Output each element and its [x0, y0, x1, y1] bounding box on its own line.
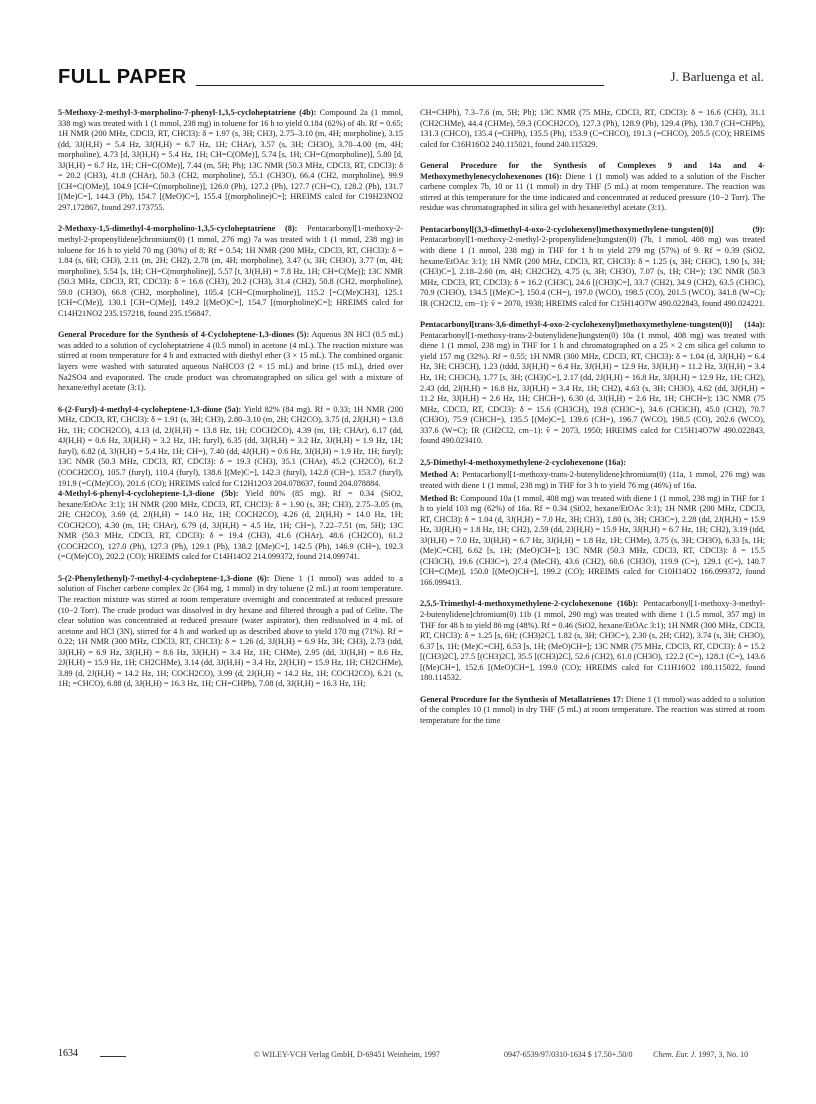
experimental-entry — [420, 458, 765, 469]
page-footer — [58, 1050, 764, 1066]
entry-title: General Procedure for the Synthesis of Complexes 9 and 14a and 4-Methoxymethylenecyclohexenones (16): — [420, 161, 765, 181]
entry-title: General Procedure for the Synthesis of 4-Cycloheptene-1,3-diones (5): — [58, 330, 310, 340]
entry-body: Pentacarbonyl[1-methoxy-2-methyl-2-propenylidene]tungsten(0) (7b, 1 mmol, 408 mg) was treated with diene 1 (1 mmol, 238 mg) in THF for 1 h to yield 279 mg (57%) of 9. Rf = 0.39 (SiO2, hexane/EtOAc 3:1); 1H NMR (200 MHz, CDCl3, RT, CHCl3): δ = 1.25 (s, 3H; CH3C), 1.90 [s, 3H; (CH3)C=], 2.18–2.60 (m, 4H; CH2CH2), 4.75 (s, 3H; CH3O), 7.07 (s, 1H; CH=); 13C NMR (50.3 MHz, CDCl3, RT, CDCl3): δ = 16.2 (CH3C), 24.6 [(CH3)C=], 33.7 (CH2), 34.9 (CH2), 63.5 (CH3C), 70.9 (CH3O), 134.5 [(Me)C=], 150.4 (CH=), 197.0 (WCO), 198.5 (CO), 201.5 (WCO), 341.8 (W=C); IR (CH2Cl2, cm−1): ṽ = 2070, 1938; HREIMS calcd for C15H14O7W 490.022843, found 490.024221. — [420, 235, 765, 308]
entry-body: Pentacarbonyl[1-methoxy-3-methyl-2-butenylidene]chromium(0) 11b (1 mmol, 290 mg) was treated with diene 1 (1.5 mmol, 357 mg) in THF for 48 h to yield 86 mg (48%). Rf = 0.46 (SiO2, hexane/EtOAc 3:1); 1H NMR (300 MHz, CDCl3, RT, CHCl3): δ = 1.25 [s, 6H; (CH3)2C], 1.82 (s, 3H; CH3C=), 2.30 (s, 2H; CH2), 3.74 (s, 3H; CH3O), 6.37 [s, 1H; (Me)C=CH], 6.53 [s, 1H; (MeO)CH=]; 13C NMR (75 MHz, CDCl3, RT, CDCl3): δ = 15.2 [(CH3)2C], 27.5 [(CH3)2C], 35.5 [(CH3)2C], 52.6 (CH2), 61.0 (CH3O), 122.2 (C=), 128.1 (C=), 143.6 [(Me)CH=], 152.6 [(MeO)CH=], 199.0 (CO); HREIMS calcd for C11H16O2 180.115022, found 180.114532. — [420, 599, 765, 683]
experimental-entry — [420, 695, 765, 727]
experimental-entry — [420, 599, 765, 683]
page-number: 1634 — [58, 1048, 78, 1059]
method-paragraph — [420, 494, 765, 589]
experimental-entry — [420, 225, 765, 309]
experimental-entry — [420, 320, 765, 447]
left-column — [58, 108, 403, 701]
experimental-entry — [420, 108, 765, 150]
entry-title: 2,5,5-Trimethyl-4-methoxymethylene-2-cyclohexenone (16b): — [420, 599, 639, 609]
entry-title: 4-Methyl-6-phenyl-4-cycloheptene-1,3-dione (5b): — [58, 489, 239, 499]
experimental-entry — [58, 574, 403, 690]
section-label: FULL PAPER — [58, 66, 187, 88]
entry-title: 5-Methoxy-2-methyl-3-morpholino-7-phenyl-1,3,5-cycloheptatriene (4b): — [58, 108, 317, 117]
experimental-entry — [58, 330, 403, 393]
entry-body: Compound 2a (1 mmol, 338 mg) was treated with 1 (1 mmol, 238 mg) in toluene for 16 h to yield 0.184 (62%) of 4b. Rf = 0.65; 1H NMR (200 MHz, CDCl3, RT, CHCl3): δ = 1.97 (s, 3H; CH3), 2.75–3.10 (m, 4H; morpholine), 3.15 (dd, 3J(H,H) = 5.4 Hz, 3J(H,H) = 6.7 Hz, 1H; CHAr), 3.57 (s, 3H; CH3O), 3.70–4.00 (m, 4H; morpholine), 4.73 [d, 3J(H,H) = 5.4 Hz, 1H; CH=C(OMe)], 5.74 [s, 1H; CH=C(morpholine)], 5.80 [d, 3J(H,H) = 6.7 Hz, 1H; CH=C(OMe)], 7.44 (m, 5H; Ph); 13C NMR (50.3 MHz, CDCl3, RT, CDCl3): δ = 20.2 (CH3), 41.8 (CHAr), 50.3 (CH2, morpholine), 55.1 (CH3O), 66.4 (CH2, morpholine), 99.9 [CH=C(OMe)], 104.9 [CH=C(morpholine)], 126.0 (Ph), 127.2 (Ph), 127.7 (CH=C), 128.2 (Ph), 131.7 [(Me)C=], 144.3 (Ph), 154.7 [(MeO)C=], 155.4 [(morpholine)C=]; HREIMS calcd for C19H23NO2 297.172867, found 297.173755. — [58, 108, 404, 212]
entry-body: Pentacarbonyl[1-methoxy-trans-2-butenylidene]chromium(0) (11a, 1 mmol, 276 mg) was treated with diene 1 (1 mmol, 238 mg) in THF for 3 h to yield 76 mg (46%) of 16a. — [420, 470, 765, 490]
method-label: Method B: — [420, 493, 459, 503]
page-number-rule — [100, 1056, 126, 1057]
experimental-entry — [58, 405, 403, 489]
entry-title: 5-(2-Phenylethenyl)-7-methyl-4-cycloheptene-1,3-dione (6): — [58, 573, 270, 583]
entry-body: Yield 80% (85 mg). Rf = 0.34 (SiO2, hexane/EtOAc 3:1); 1H NMR (200 MHz, CDCl3, RT, CHCl3): δ = 1.90 (s, 3H; CH3), 2.75–3.05 (m, 2H; CH2CO), 3.69 (d, 2J(H,H) = 14.0 Hz, 1H; COCH2CO), 4.26 (d, 2J(H,H) = 14.0 Hz, 1H; COCH2CO), 4.30 (m, 1H; CHAr), 6.79 (d, 3J(H,H) = 4.5 Hz, 1H; CH=), 7.22–7.51 (m, 5H); 13C NMR (50.3 MHz, CDCl3, RT, CDCl3): δ = 19.4 (CH3), 41.6 (CHAr), 48.6 (CH2CO), 61.2 (COCH2CO), 127.0 (Ph), 127.3 (Ph), 129.1 (Ph), 138.2 [(Me)C=], 142.5 (Ph), 146.9 (CH=), 192.3 (=C(Me)CO), 202.2 (CO); HREIMS calcd for C14H14O2 214.099372, found 214.099741. — [58, 489, 403, 562]
entry-title: 2,5-Dimethyl-4-methoxymethylene-2-cyclohexenone (16a): — [420, 457, 626, 467]
entry-body: Pentacarbonyl[1-methoxy-2-methyl-2-propenylidene]chromium(0) (1 mmol, 276 mg) 7a was treated with 1 (1 mmol, 238 mg) in toluene for 16 h to yield 70 mg (30%) of 8; Rf = 0.54; 1H NMR (200 MHz, CDCl3, RT, CHCl3): δ = 1.84 (s, 6H; CH3), 2.11 (m, 2H; CH2), 2.78 (m, 4H; morpholine), 3.47 (s, 3H; CH3O), 3.77 (m, 4H; morpholine), 5.54 [s, 1H; CH=C(morpholine)], 5.57 [t, 3J(H,H) = 7.8 Hz, 1H; CH=C(Me)]; 13C NMR (50.3 MHz, CDCl3, RT, CDCl3): δ = 16.6 (CH3), 20.2 (CH3), 31.4 (CH2), 50.8 (CH2, morpholine), 59.0 (CH3O), 66.8 (CH2, morpholine), 105.4 [CH=C(morpholine)], 115.2 [=C(Me)CH3], 125.1 [CH=C(Me)], 130.1 [CH=C(Me)], 149.2 [(MeO)C=], 154.7 [(morpholine)C=]; HREIMS calcd for C14H21NO2 235.157218, found 235.156847. — [58, 224, 404, 318]
entry-title: Pentacarbonyl[trans-3,6-dimethyl-4-oxo-2-cyclohexenyl)methoxymethylene-tungsten(0)] (14a): — [420, 320, 765, 330]
entry-body: Diene 1 (1 mmol) was added to a solution of the Fischer carbene complex 7b, 10 or 11 (1 mmol) in dry THF (5 mL) at room temperature. The reaction was stirred at this temperature for the time indicated and concentrated at reduced pressure (10−2 Torr). The residue was chromatographed in silica gel with hexane/ethyl acetate (3:1). — [420, 171, 765, 213]
experimental-entry — [58, 224, 403, 319]
method-paragraph — [420, 470, 765, 491]
running-authors: J. Barluenga et al. — [670, 69, 764, 84]
page-header — [58, 66, 764, 90]
entry-body: Aqueous 3N HCl (0.5 mL) was added to a solution of cycloheptatriene 4 (0.5 mmol) in acetone (4 mL). The reaction mixture was stirred at room temperature for 4 h and extracted with diethyl ether (3 × 15 mL). The combined organic layers were washed with saturated aqueous NaHCO3 (2 × 15 mL) and brine (15 mL), dried over Na2SO4 and evaporated. The crude product was chromatographed on silica gel with a mixture of hexane/ethyl acetate (3:1). — [58, 330, 404, 393]
volume-issue: 1997, 3, No. 10 — [698, 1050, 749, 1059]
entry-title: Pentacarbonyl[(3,3-dimethyl-4-oxo-2-cyclohexenyl)methoxymethylene-tungsten(0)] (9): — [420, 224, 765, 234]
method-label: Method A: — [420, 470, 459, 480]
entry-title: General Procedure for the Synthesis of Metallatrienes 17: — [420, 694, 624, 704]
entry-title: 2-Methoxy-1,5-dimethyl-4-morpholino-1,3,5-cycloheptatriene (8): — [58, 224, 298, 234]
copyright-line: © WILEY-VCH Verlag GmbH, D-69451 Weinheim, 1997 — [254, 1050, 440, 1059]
journal-citation — [653, 1050, 748, 1059]
header-rule — [196, 85, 604, 86]
entry-body: Pentacarbonyl[1-methoxy-trans-2-butenylidene]tungsten(0) 10a (1 mmol, 408 mg) was treated with diene 1 (1 mmol, 238 mg) in THF for 1 h and chromatographed on a 25 × 2 cm silica gel column to yield 157 mg (32%). Rf = 0.55; 1H NMR (300 MHz, CDCl3, RT, CHCl3): δ = 1.04 (d, 3J(H,H) = 6.4 Hz, 3H; CH3CH), 1.23 (tddd, 3J(H,H) = 6.4 Hz, 3J(H,H) = 12.9 Hz, 3J(H,H) = 11.2 Hz, 3J(H,H) = 3.4 Hz, 1H; CH3CH), 1.77 [s, 3H; (CH3)C=], 2.17 (dd, 2J(H,H) = 16.8 Hz, 3J(H,H) = 12.9 Hz, 1H; CH2), 2.43 (dd, 2J(H,H) = 16.8 Hz, 3J(H,H) = 3.4 Hz, 1H; CH2), 4.63 (s, 3H; CH3O), 4.62 (dd, 3J(H,H) = 11.2 Hz, 3J(H,H) = 2.6 Hz, 1H; CHCH=), 6.30 (d, 3J(H,H) = 2.6 Hz, 1H; CHCH=); 13C NMR (75 MHz, CDCl3, RT, CDCl3): δ = 15.6 (CH3CH), 19.8 (CH3C=), 34.6 (CH3CH), 45.0 (CH2), 70.7 (CH3O), 75.9 (CHCH=), 135.5 [(Me)C=], 139.6 (CH=), 196.7 (WCO), 198.5 (CO), 202.6 (WCO), 337.6 (W=C); IR (CH2Cl2, cm−1): ṽ = 2073, 1950; HREIMS calcd for C15H14O7W 490.022843, found 490.023410. — [420, 330, 765, 446]
experimental-entry — [420, 161, 765, 214]
entry-body: CH=CHPh), 7.3–7.6 (m, 5H; Ph); 13C NMR (75 MHz, CDCl3, RT, CDCl3): δ = 16.6 (CH3), 31.1 (CH2CHMe), 44.4 (CHMe), 59.3 (COCH2CO), 127.3 (Ph), 128.9 (Ph), 129.4 (Ph), 130.7 (CH=CHPh), 131.3 (CHCO), 135.4 (=CHPh), 135.5 (Ph), 153.9 (C=CHCO), 191.3 (=CHCO), 205.5 (CO); HREIMS calcd for C16H16O2 240.115021, found 240.115329. — [420, 108, 765, 149]
entry-title: 6-(2-Furyl)-4-methyl-4-cycloheptene-1,3-dione (5a): — [58, 404, 242, 414]
entry-body: Compound 10a (1 mmol, 408 mg) was treated with diene 1 (1 mmol, 238 mg) in THF for 1 h to yield 103 mg (62%) of 16a. Rf = 0.34 (SiO2, hexane/EtOAc 3:1); 1H NMR (200 MHz, CDCl3, RT, CHCl3): δ = 1.04 (d, 3J(H,H) = 7.0 Hz, 3H; CH3), 1.80 (s, 3H; CH3C=), 2.28 (dd, 2J(H,H) = 15.9 Hz, 3J(H,H) = 1.8 Hz, 1H; CH2), 2.59 (dd, 2J(H,H) = 15.9 Hz, 3J(H,H) = 6.7 Hz, 1H; CH2), 3.19 (tdd, 3J(H,H) = 7.0 Hz, 3J(H,H) = 6.7 Hz, 3J(H,H) = 1.8 Hz, 1H; CHMe), 3.75 (s, 3H; CH3O), 6.33 [s, 1H; (Me)C=CH], 6.62 [s, 1H; (MeO)CH=]; 13C NMR (50.3 MHz, CDCl3, RT, CDCl3): δ = 15.5 (CH3CH), 19.6 (CH3C=), 27.4 (MeCH), 43.6 (CH2), 60.6 (CH3O), 119.9 (C=), 129.1 (C=), 140.7 [CH=C(Me)], 150.0 [(MeO)CH=], 199.2 (CO); HREIMS calcd for C10H14O2 166.099372, found 166.099413. — [420, 493, 765, 587]
entry-body: Diene 1 (1 mmol) was added to a solution of the complex 10 (1 mmol) in dry THF (5 mL) at room temperature. The reaction was stirred at room temperature for the time — [420, 694, 765, 725]
journal-name: Chem. Eur. J. — [653, 1050, 697, 1059]
issn-line: 0947-6539/97/0310-1634 $ 17.50+.50/0 — [504, 1050, 633, 1059]
experimental-entry — [58, 108, 403, 213]
experimental-entry — [58, 489, 403, 563]
entry-body: Yield 82% (84 mg). Rf = 0.33; 1H NMR (200 MHz, CDCl3, RT, CHCl3): δ = 1.91 (s, 3H; CH3), 2.80–3.10 (m, 2H; CH2CO), 3.75 (d, 2J(H,H) = 13.8 Hz, 1H; COCH2CO), 4.13 (d, 2J(H,H) = 13.8 Hz, 1H; COCH2CO), 4.39 (m, 1H; CHAr), 6.17 (dd, 4J(H,H) = 0.6 Hz, 3J(H,H) = 3.2 Hz, 1H; furyl), 6.35 (dd, 3J(H,H) = 3.2 Hz, 3J(H,H) = 1.9 Hz, 1H; furyl), 6.82 (d, 3J(H,H) = 5.4 Hz, 1H; CH=), 7.40 (dd, 4J(H,H) = 0.6 Hz, 3J(H,H) = 1.9 Hz, 1H; furyl); 13C NMR (50.3 MHz, CDCl3, RT, CDCl3): δ = 19.3 (CH3), 35.1 (CHAr), 45.2 (CH2CO), 61.2 (COCH2CO), 105.7 (furyl), 110.4 (furyl), 138.6 [(Me)C=], 142.3 (furyl), 142.8 (CH=), 153.7 (furyl), 191.9 (=C(Me)CO), 201.6 (CO); HREIMS calcd for C12H12O3 204.078637, found 204.078884. — [58, 404, 403, 488]
right-column — [420, 108, 765, 737]
entry-body: Diene 1 (1 mmol) was added to a solution of Fischer carbene complex 2c (364 mg, 1 mmol) in dry toluene (2 mL) at room temperature. The reaction mixture was stirred at room temperature overnight and concentrated at reduced pressure (10−2 Torr). The crude product was dissolved in dry hexane and filtered through a pad of Celite. The clear solution was concentrated at reduced pressure (water aspirator), then redissolved in 4 mL of acetone and HCl (3N), stirred for 4 h and worked up as described above to yield 170 mg (71%). Rf = 0.22; 1H NMR (300 MHz, CDCl3, RT, CHCl3): δ = 1.26 (d, 3J(H,H) = 6.9 Hz, 3H; CH3), 2.73 (tdd, 3J(H,H) = 6.9 Hz, 3J(H,H) = 8.6 Hz, 3J(H,H) = 3.4 Hz, 1H; CHMe), 2.95 (dd, 3J(H,H) = 8.6 Hz, 2J(H,H) = 15.9 Hz, 1H; CH2CHMe), 3.14 (dd, 3J(H,H) = 3.4 Hz, 2J(H,H) = 15.9 Hz, 1H; CH2CHMe), 3.89 (d, 2J(H,H) = 14.2 Hz, 1H; COCH2CO), 3.99 (d, 2J(H,H) = 14.2 Hz, 1H; COCH2CO), 6.21 (s, 1H; =CHCO), 6.88 (d, 3J(H,H) = 16.3 Hz, 1H; CH=CHPh), 7.08 (d, 3J(H,H) = 16.3 Hz, 1H; — [58, 573, 403, 689]
